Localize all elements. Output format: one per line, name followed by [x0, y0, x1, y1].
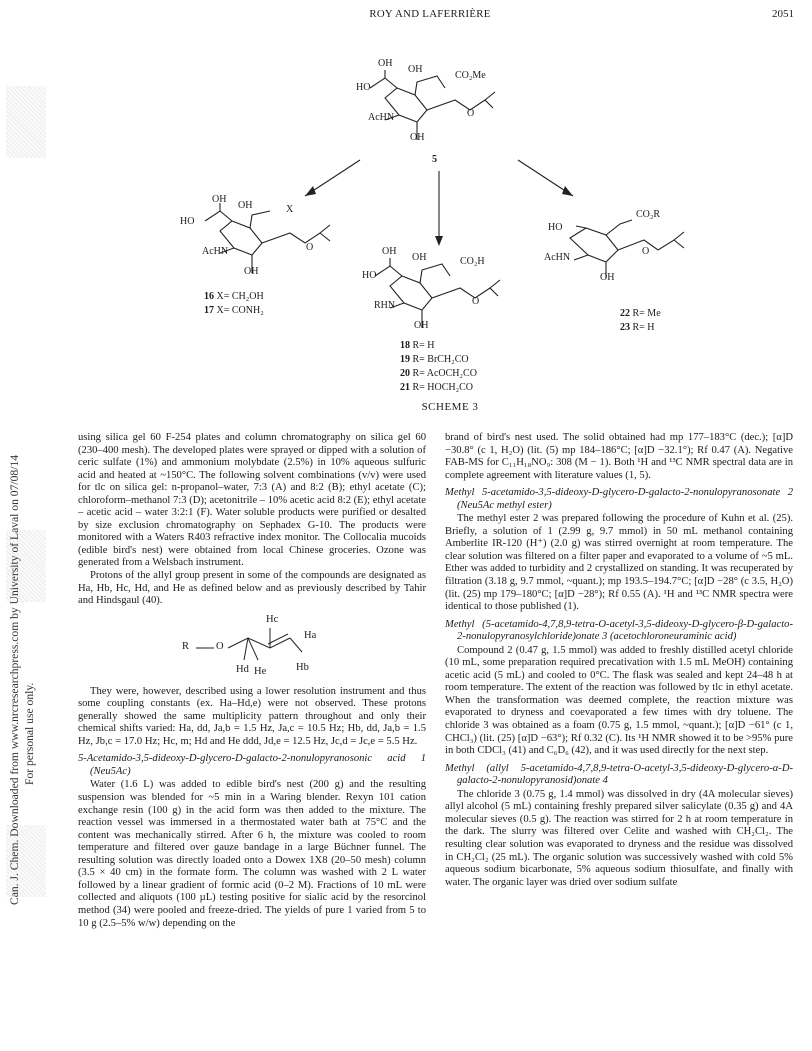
label-achn: AcHN	[202, 246, 229, 257]
compound-17-label	[204, 305, 264, 316]
label-oh: OH	[414, 320, 429, 331]
paragraph: using silica gel 60 F-254 plates and column chromatography on silica gel 60 (230–400 mesh). The developed plates were sprayed or dipped with a solution of ceric sulfate (1%) and ammonium molybdate (2.5%) in 10% aqueous sulfuric acid and heated at ~150°C. The following solvent combinations (v/v) were used for tlc on silica gel: n-propanol–water, 7:3 (A) and 8:2 (B); ethyl acetate (C); chloroform–methanol 7:3 (D); acetonitrile – 10% acetic acid 8:2 (E); ethyl acetate – acetic acid – water 3:2:1 (F). Water soluble products were purified or desalted by size exclusion chromatography on Sephadex G-10. The products were monitored with a Waters R403 refractive index monitor. The Collocalia mucoids (edible bird's nest) were obtained from local Chinese groceries. Ozone was generated from a Welsbach instrument.	[78, 432, 426, 569]
compound-definition: R= H	[412, 340, 435, 351]
paragraph: Water (1.6 L) was added to edible bird's nest (200 g) and the resulting suspension was blended for ~5 min in a Waring blender. Rexyn 101 cation exchange resin (100 g) in the acid form was then added to the mixture. The reaction vessel was immersed in a thermostated water bath at 75°C and the content was mechanically stirred. After 6 h, the mixture was cooled to room temperature and filtered over gauze bandage in a large Büchner funnel. The resulting solution was directly loaded onto a Dowex 1X8 (20–50 mesh) column (3.5 × 40 cm) in the formate form. The column was washed with 2 L water followed by a linear gradient of formic acid (0–2 M). Fractions of 10 mL were collected and aliquots (100 µL) testing positive for sialic acid by the resorcinol method (34) were pooled and freeze-dried. The yields of pure 1 varied from 5 to 10 g (2.5–5% w/w) depending on the	[78, 779, 426, 929]
label-ho: HO	[180, 216, 195, 227]
compound-definition: X= CH₂OH	[216, 291, 264, 302]
proton-hd-label: Hd	[236, 663, 249, 675]
label-oh: OH	[408, 64, 423, 75]
label-oh: OH	[212, 194, 227, 205]
watermark-line-2: For personal use only.	[23, 682, 36, 785]
compound-definition: R= H	[632, 322, 655, 333]
watermark-line-1: Can. J. Chem. Downloaded from www.nrcresearchpress.com by University of Laval on 07/08/14	[8, 454, 21, 905]
label-oh: OH	[238, 200, 253, 211]
scheme-structure-drawing	[110, 48, 790, 398]
compound-16-label	[204, 291, 264, 302]
label-oh: OH	[600, 272, 615, 283]
compound-definition: R= HOCH₂CO	[412, 382, 474, 393]
label-oh: OH	[412, 252, 427, 263]
label-o: O	[642, 246, 650, 257]
compound-22-label	[620, 308, 661, 319]
label-o: O	[306, 242, 314, 253]
label-co2me: CO₂Me	[455, 70, 486, 81]
compound-definition: X= CONH₂	[216, 305, 264, 316]
label-achn: AcHN	[368, 112, 395, 123]
proton-hb-label: Hb	[296, 661, 309, 673]
compound-18-label	[400, 340, 435, 351]
compound-number: 19	[400, 354, 410, 365]
paragraph: The chloride 3 (0.75 g, 1.4 mmol) was dissolved in dry (4A molecular sieves) allyl alcohol (5 mL) containing freshly prepared silver salicylate (0.35 g) and 4A molecular sieves (0.5 g). The reaction was stirred for 2 h at room temperature in the dark. The slurry was filtered over Celite and washed with CH₂Cl₂. The resulting clear solution was evaporated to dryness and the residue was dissolved in CH₂Cl₂ (25 mL). The organic solution was successively washed with cold 5% aqueous sodium bicarbonate, 5% aqueous sodium thiosulfate, and finally with water. The organic layer was dried over sodium sulfate	[445, 788, 793, 888]
label-achn: AcHN	[544, 252, 571, 263]
section-title: 5-Acetamido-3,5-dideoxy-D-glycero-D-galacto-2-nonulopyranosonic acid 1 (Neu5Ac)	[78, 753, 426, 777]
compound-number: 20	[400, 368, 410, 379]
scan-noise-patch	[6, 86, 46, 158]
label-co2r: CO₂R	[636, 209, 661, 220]
compound-number: 21	[400, 382, 410, 393]
scheme-3	[110, 48, 790, 418]
compound-number: 17	[204, 305, 214, 316]
compound-number: 23	[620, 322, 630, 333]
compound-number: 22	[620, 308, 630, 319]
compound-21-label	[400, 382, 473, 393]
download-watermark-margin	[0, 0, 62, 1051]
label-co2h: CO₂H	[460, 256, 485, 267]
allyl-proton-figure	[78, 610, 426, 684]
label-o: O	[467, 108, 475, 119]
label-ho: HO	[548, 222, 563, 233]
paragraph: The methyl ester 2 was prepared following the procedure of Kuhn et al. (25). Briefly, a solution of 1 (2.99 g, 9.7 mmol) in 50 mL methanol containing Amberlite IR-120 (H⁺) (2.0 g) was stirred overnight at room temperature. The clear solution was filtered on a filter paper and evaporated to a volume of ~5 mL. Ether was added to turbidity and 2 crystallized on standing. It was recuperated by filtration (3.18 g, 9.7 mmol, ~quant.); mp 193.5–194.7°C; [α]D −28° (c 3.5, H₂O) (lit. (25) mp 179–180°C; [α]D −28°); Rf 0.55 (A). ¹H and ¹³C NMR spectra were identical to those published (1).	[445, 513, 793, 613]
compound-19-label	[400, 354, 469, 365]
label-x: X	[286, 204, 294, 215]
compound-definition: R= AcOCH₂CO	[412, 368, 477, 379]
label-ho: HO	[362, 270, 377, 281]
proton-hc-label: Hc	[266, 613, 279, 625]
section-title: Methyl (allyl 5-acetamido-4,7,8,9-tetra-O-acetyl-3,5-dideoxy-D-glycero-α-D-galacto-2-nonulopyranosid)onate 4	[445, 762, 793, 787]
paragraph: Compound 2 (0.47 g, 1.5 mmol) was added to freshly distilled acetyl chloride (10 mL, some preparation required precativation with 1.5 mL MeOH) containing acetic acid (5 mL) and cooled to 0°C. The flask was sealed and kept 24–48 h at room temperature. The extent of the reaction was followed by tlc in ethyl acetate. When the transformation was deemed complete, the reaction mixture was evaporated to dryness and coevaporated a few times with dry toluene. The chloride 3 was obtained as a foam (0.75 g, 1.5 mmol, ~quant.); [α]D −61° (c 1, CHCl₃) (lit. (25) [α]D −63°); Rf 0.32 (C). Its ¹H NMR showed it to be >95% pure in both CDCl₃ (41) and C₆D₆ (42), and it was used directly for the next step.	[445, 644, 793, 757]
compound-number: 16	[204, 291, 214, 302]
right-column	[445, 432, 793, 889]
label-oh: OH	[410, 132, 425, 143]
structure-16-17	[205, 203, 330, 273]
section-title: Methyl (5-acetamido-4,7,8,9-tetra-O-acetyl-3,5-dideoxy-D-glycero-β-D-galacto-2-nonulopyranosylchloride)onate 3 (acetochloroneuraminic acid)	[445, 618, 793, 643]
proton-ha-label: Ha	[304, 629, 317, 641]
structure-22-23	[570, 220, 684, 278]
compound-number-5: 5	[432, 154, 437, 165]
label-oh: OH	[244, 266, 259, 277]
compound-definition: R= Me	[632, 308, 661, 319]
left-column	[78, 432, 426, 930]
label-ho: HO	[356, 82, 371, 93]
download-watermark	[7, 345, 37, 905]
page-number: 2051	[772, 8, 794, 20]
structure-18-21	[375, 258, 500, 328]
proton-he-label: He	[254, 665, 267, 677]
label-oh: OH	[378, 58, 393, 69]
paragraph: They were, however, described using a lower resolution instrument and thus some coupling constants (ex. Ha–Hd,e) were not observed. These protons generally showed the same multiplicity pattern throughout and only their chemical shifts varied: Ha, dd, Ja,b = 1.5 Hz, Ja,c = 10.5 Hz; Hb, dd, Ja,b = 1.5 Hz, Jb,c = 17.0 Hz; Hc, m; Hd and He ddd, Jd,e = 12.5 Hz, Jc,d = Jc,e = 5.5 Hz.	[78, 685, 426, 747]
compound-23-label	[620, 322, 655, 333]
allyl-o-label: O	[216, 640, 224, 652]
running-head: ROY AND LAFERRIÈRE	[369, 8, 491, 20]
compound-20-label	[400, 368, 477, 379]
scheme-caption: SCHEME 3	[421, 401, 479, 413]
section-title: Methyl 5-acetamido-3,5-dideoxy-D-glycero-D-galacto-2-nonulopyranosonate 2 (Neu5Ac methyl ester)	[445, 487, 793, 511]
label-rhn: RHN	[374, 300, 396, 311]
compound-number: 18	[400, 340, 410, 351]
label-oh: OH	[382, 246, 397, 257]
page-header	[66, 8, 794, 28]
compound-definition: R= BrCH₂CO	[412, 354, 469, 365]
paragraph: Protons of the allyl group present in some of the compounds are designated as Ha, Hb, Hc, Hd, and He as defined below and as previously described by Tahir and Hindsgaul (40).	[78, 570, 426, 607]
allyl-r-label: R	[182, 640, 190, 652]
paragraph: brand of bird's nest used. The solid obtained had mp 177–183°C (dec.); [α]D −30.8° (c 1, H₂O) (lit. (5) mp 184–186°C; [α]D −32.1°); Rf 0.47 (A). Negative FAB-MS for C₁₁H₁₈NO₉: 308 (M − 1). Both ¹H and ¹³C NMR spectral data are in complete agreement with literature values (1, 5).	[445, 432, 793, 481]
label-o: O	[472, 296, 480, 307]
